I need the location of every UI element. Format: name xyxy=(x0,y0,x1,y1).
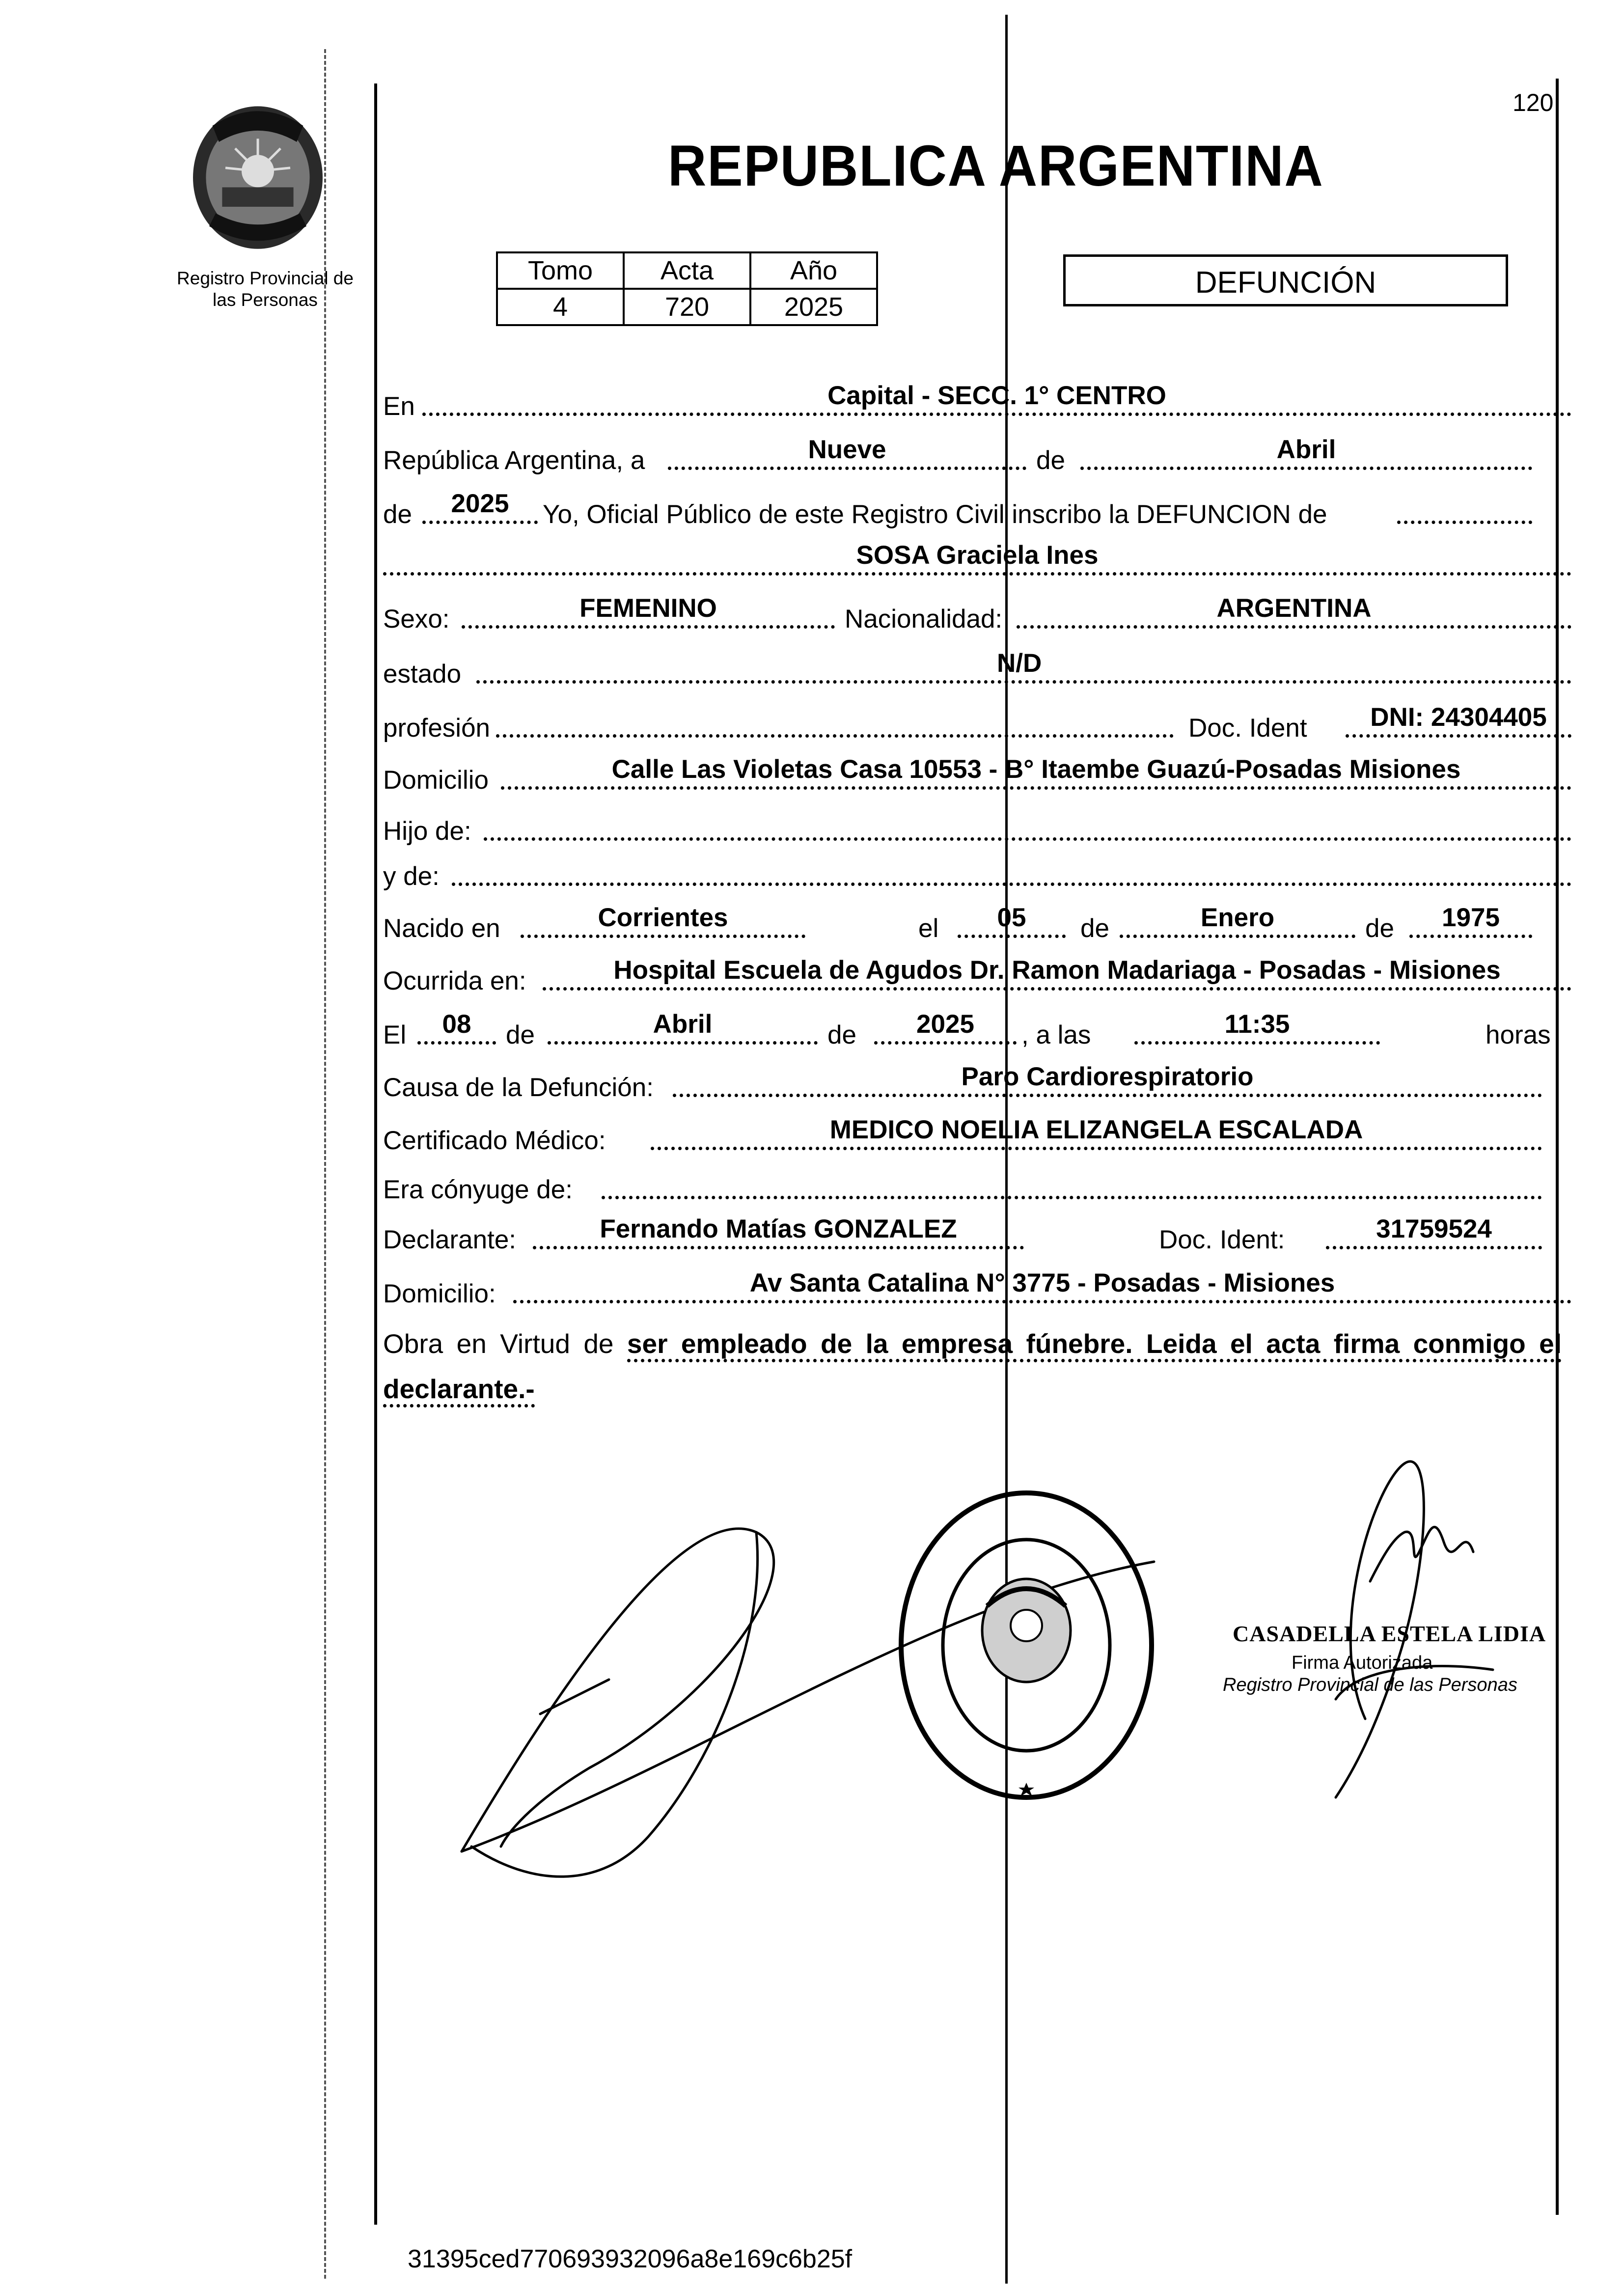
y-de-label: y de: xyxy=(383,862,440,891)
nacionalidad-label: Nacionalidad: xyxy=(845,605,1003,634)
mes-field xyxy=(1080,435,1532,470)
nacido-de2-label: de xyxy=(1365,914,1394,943)
nacionalidad-value: ARGENTINA xyxy=(1216,594,1372,623)
sexo-label: Sexo: xyxy=(383,605,450,634)
row-profesion xyxy=(383,702,1562,742)
row-nombre xyxy=(383,540,1562,579)
ocurrida-label: Ocurrida en: xyxy=(383,966,526,995)
nacido-lugar-value: Corrientes xyxy=(598,903,728,932)
row-domicilio-declarante xyxy=(383,1268,1562,1307)
def-anio-field xyxy=(874,1009,1017,1045)
row-ocurrida xyxy=(383,955,1562,994)
nacido-anio-field xyxy=(1409,903,1532,938)
doc-ident-field xyxy=(1346,702,1571,738)
de-anio-label: de xyxy=(383,500,412,529)
dia-field xyxy=(668,435,1026,470)
obra-label: Obra en Virtud de xyxy=(383,1328,614,1359)
certificado-field xyxy=(651,1115,1542,1150)
causa-field xyxy=(673,1062,1542,1097)
binding-dash-line xyxy=(324,49,326,2279)
oficial-fill xyxy=(1397,489,1532,524)
domicilio2-value: Av Santa Catalina N° 3775 - Posadas - Misiones xyxy=(749,1269,1335,1297)
nacionalidad-field xyxy=(1017,593,1571,629)
doc2-label: Doc. Ident: xyxy=(1159,1225,1285,1254)
a-las-label: , a las xyxy=(1021,1020,1091,1049)
provincial-seal-icon xyxy=(177,93,339,255)
certificado-label: Certificado Médico: xyxy=(383,1126,606,1155)
row-conyuge xyxy=(383,1164,1562,1203)
estado-field xyxy=(476,648,1571,684)
hijo-label: Hijo de: xyxy=(383,817,471,846)
def-dia-field xyxy=(417,1009,496,1045)
row-fecha-acta xyxy=(383,435,1562,474)
causa-label: Causa de la Defunción: xyxy=(383,1073,654,1102)
domicilio2-label: Domicilio: xyxy=(383,1279,496,1308)
row-oficial xyxy=(383,489,1562,528)
en-field xyxy=(422,381,1571,416)
doc2-value: 31759524 xyxy=(1376,1214,1492,1243)
causa-value: Paro Cardiorespiratorio xyxy=(961,1062,1254,1091)
republica-label: República Argentina, a xyxy=(383,446,645,475)
acta-value: 720 xyxy=(624,289,750,325)
anio-value: 2025 xyxy=(750,289,877,325)
tomo-header: Tomo xyxy=(497,252,624,289)
certificado-value: MEDICO NOELIA ELIZANGELA ESCALADA xyxy=(829,1115,1363,1144)
estado-value: N/D xyxy=(997,649,1042,678)
page-title: REPUBLICA ARGENTINA xyxy=(668,134,1324,198)
el-label: El xyxy=(383,1020,407,1049)
def-hora-value: 11:35 xyxy=(1224,1010,1290,1039)
nombre-field xyxy=(383,540,1571,576)
obra-en-virtud xyxy=(383,1321,1562,1411)
def-mes-value: Abril xyxy=(653,1010,713,1039)
row-sexo xyxy=(383,593,1562,633)
ocurrida-field xyxy=(543,955,1571,991)
row-hijo xyxy=(383,805,1562,845)
official-stamp xyxy=(889,1483,1164,1807)
mes-value: Abril xyxy=(1276,435,1336,464)
domicilio-label: Domicilio xyxy=(383,766,489,795)
acta-header: Acta xyxy=(624,252,750,289)
acta-reference-table xyxy=(496,251,878,326)
declarante-value: Fernando Matías GONZALEZ xyxy=(600,1214,957,1243)
firma-autorizada-label: Firma Autorizada xyxy=(1292,1653,1433,1673)
sexo-value: FEMENINO xyxy=(579,594,717,623)
anio-acta-value: 2025 xyxy=(451,489,509,518)
horas-label: horas xyxy=(1486,1020,1551,1049)
estado-label: estado xyxy=(383,660,462,689)
profesion-label: profesión xyxy=(383,714,491,743)
row-nacido xyxy=(383,903,1562,942)
page-number: 120 xyxy=(1513,89,1554,116)
nacido-lugar-field xyxy=(521,903,805,938)
declarante-label: Declarante: xyxy=(383,1225,517,1254)
conyuge-label: Era cónyuge de: xyxy=(383,1175,573,1204)
def-de2-label: de xyxy=(827,1020,856,1049)
row-declarante xyxy=(383,1214,1562,1253)
doc-ident-value: DNI: 24304405 xyxy=(1370,703,1547,732)
def-dia-value: 08 xyxy=(442,1010,471,1039)
document-hash: 31395ced770693932096a8e169c6b25f xyxy=(408,2245,853,2273)
nacido-mes-field xyxy=(1120,903,1355,938)
profesion-field xyxy=(496,702,1174,738)
domicilio-field xyxy=(501,754,1571,790)
domicilio2-field xyxy=(513,1268,1571,1303)
nacido-de-label: de xyxy=(1080,914,1109,943)
domicilio-value: Calle Las Violetas Casa 10553 - B° Itaembe Guazú-Posadas Misiones xyxy=(611,755,1461,784)
firma-registro-label: Registro Provincial de las Personas xyxy=(1223,1675,1517,1695)
row-causa xyxy=(383,1062,1562,1101)
nacido-dia-field xyxy=(958,903,1066,938)
tomo-value: 4 xyxy=(497,289,624,325)
row-en xyxy=(383,381,1562,420)
declarante-field xyxy=(533,1214,1024,1249)
hijo-field xyxy=(484,805,1571,841)
def-anio-value: 2025 xyxy=(916,1010,974,1039)
row-y-de xyxy=(383,851,1562,890)
registro-provincial-label: Registro Provincial de las Personas xyxy=(177,268,354,310)
row-fecha-defuncion xyxy=(383,1009,1562,1048)
y-de-field xyxy=(452,851,1571,886)
dia-value: Nueve xyxy=(808,435,886,464)
en-label: En xyxy=(383,392,415,421)
doc-ident-label: Doc. Ident xyxy=(1188,714,1307,743)
row-estado xyxy=(383,648,1562,688)
def-de-label: de xyxy=(506,1020,535,1049)
nacido-label: Nacido en xyxy=(383,914,500,943)
conyuge-field xyxy=(602,1164,1542,1199)
nombre-value: SOSA Graciela Ines xyxy=(856,541,1099,570)
anio-header: Año xyxy=(750,252,877,289)
firma-name: CASADELLA ESTELA LIDIA xyxy=(1233,1621,1546,1646)
obra-value: ser empleado de la empresa fúnebre. Leida el acta firma conmigo el declarante.- xyxy=(383,1328,1562,1407)
doc2-field xyxy=(1326,1214,1542,1249)
en-value: Capital - SECC. 1° CENTRO xyxy=(827,381,1166,410)
de-label: de xyxy=(1036,446,1065,475)
row-certificado xyxy=(383,1115,1562,1154)
anio-field xyxy=(422,489,538,524)
def-mes-field xyxy=(548,1009,818,1045)
sexo-field xyxy=(462,593,835,629)
left-margin-line xyxy=(374,83,377,2225)
nacido-mes-value: Enero xyxy=(1200,903,1275,932)
row-domicilio xyxy=(383,754,1562,794)
oficial-text: Yo, Oficial Público de este Registro Civil inscribo la DEFUNCION de xyxy=(543,500,1327,529)
nacido-anio-value: 1975 xyxy=(1442,903,1500,932)
def-hora-field xyxy=(1134,1009,1380,1045)
acta-type-box: DEFUNCIÓN xyxy=(1063,254,1508,306)
ocurrida-value: Hospital Escuela de Agudos Dr. Ramon Madariaga - Posadas - Misiones xyxy=(613,956,1501,985)
nacido-dia-value: 05 xyxy=(997,903,1026,932)
nacido-el-label: el xyxy=(918,914,939,943)
